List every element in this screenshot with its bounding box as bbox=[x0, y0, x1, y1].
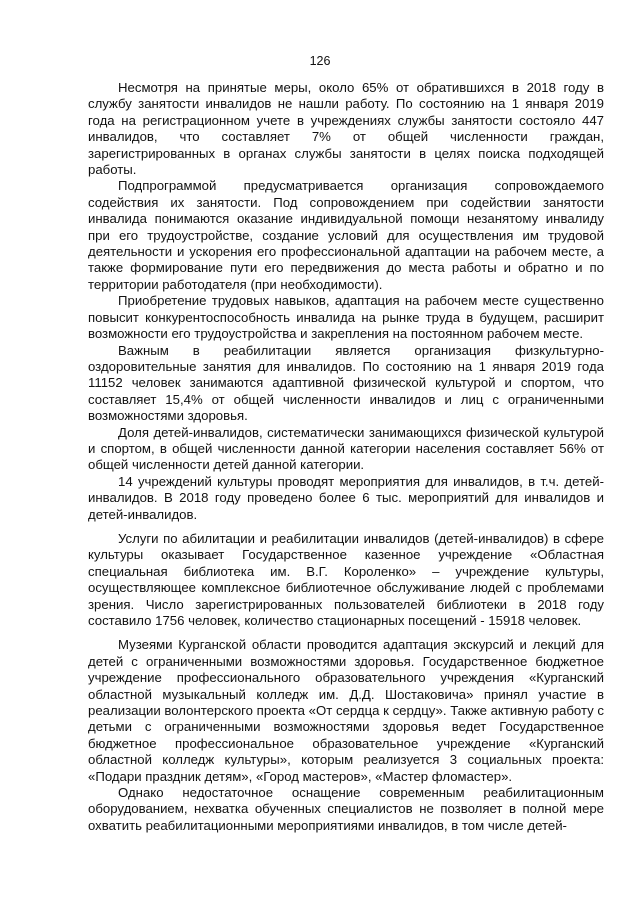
paragraph-museums-and-colleges: Музеями Курганской области проводится адаптация экскурсий и лекций для детей с ограниченными возможностями здоровья. Государственное бюджетное учреждение профессионального образовательного учреждения «Курганский областной музыкальный колледж им. Д.Д. Шостаковича» принял участие в реализации волонтерского проекта «От сердца к сердцу». Также активную работу с детьми с ограниченными возможностями здоровья ведет Государственное бюджетное профессиональное образовательное учреждение «Курганский областной колледж культуры», которым реализуется 3 социальных проекта: «Подари праздник детям», «Город мастеров», «Мастер фломастер». bbox=[88, 637, 604, 784]
paragraph-supported-employment: Подпрограммой предусматривается организация сопровождаемого содействия их занятости. Под сопровождением при содействии занятости инвалида понимаются оказание индивидуальной помощи незанятому инвалиду при его трудоустройстве, создание условий для осуществления им трудовой деятельности и ускорения его профессиональной адаптации на рабочем месте, а также формирование пути его передвижения до места работы и обратно и по территории работодателя (при необходимости). bbox=[88, 178, 604, 292]
paragraph-work-skills: Приобретение трудовых навыков, адаптация на рабочем месте существенно повысит конкурентоспособность инвалида на рынке труда в будущем, расширит возможности его трудоустройства и закрепления на постоянном рабочем месте. bbox=[88, 293, 604, 342]
paragraph-culture-institutions: 14 учреждений культуры проводят мероприятия для инвалидов, в т.ч. детей-инвалидов. В 2018 году проведено более 6 тыс. мероприятий для инвалидов и детей-инвалидов. bbox=[88, 473, 604, 522]
paragraph-equipment-shortage: Однако недостаточное оснащение современным реабилитационным оборудованием, нехватка обученных специалистов не позволяет в полной мере охватить реабилитационными мероприятиями инвалидов, в том числе детей- bbox=[88, 785, 604, 833]
page-number: 126 bbox=[309, 54, 331, 68]
paragraph-children-sports-share: Доля детей-инвалидов, систематически занимающихся физической культурой и спортом, в общей численности данной категории населения составляет 56% от общей численности детей данной категории. bbox=[88, 424, 604, 473]
paragraph-employment-statistics: Несмотря на принятые меры, около 65% от обратившихся в 2018 году в службу занятости инвалидов не нашли работу. По состоянию на 1 января 2019 года на регистрационном учете в учреждениях службы занятости состояло 447 инвалидов, что составляет 7% от общей численности граждан, зарегистрированных в органах службы занятости в целях поиска подходящей работы. bbox=[88, 80, 604, 178]
paragraph-adaptive-sports: Важным в реабилитации является организация физкультурно-оздоровительные занятия для инвалидов. По состоянию на 1 января 2019 года 11152 человек занимаются адаптивной физической культурой и спортом, что составляет 15,4% от общей численности инвалидов и лиц с ограниченными возможностями здоровья. bbox=[88, 342, 604, 424]
paragraph-library-services: Услуги по абилитации и реабилитации инвалидов (детей-инвалидов) в сфере культуры оказывает Государственное казенное учреждение «Областная специальная библиотека им. В.Г. Короленко» – учреждение культуры, осуществляющее комплексное библиотечное обслуживание людей с проблемами зрения. Число зарегистрированных пользователей библиотеки в 2018 году составило 1756 человек, количество стационарных посещений - 15918 человек. bbox=[88, 530, 604, 628]
document-body bbox=[88, 80, 604, 834]
